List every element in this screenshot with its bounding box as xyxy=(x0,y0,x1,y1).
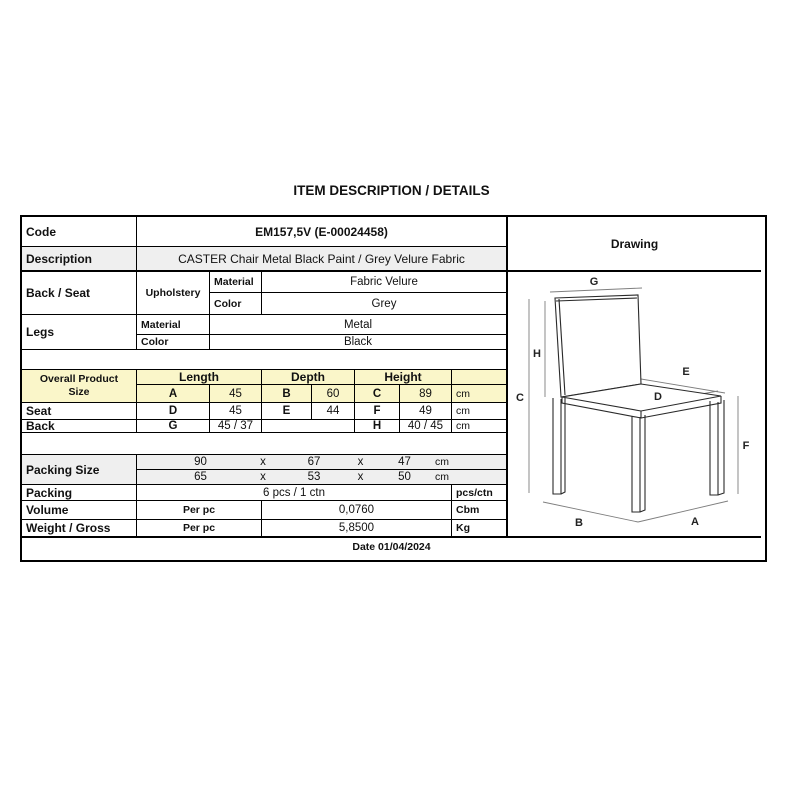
overall-length-key: A xyxy=(137,385,210,403)
legs-material-label: Material xyxy=(137,315,210,335)
back-seat-material-value: Fabric Velure xyxy=(262,272,508,293)
chair-backrest xyxy=(555,295,641,397)
dim-label-g: G xyxy=(589,276,599,288)
back-height-value: 40 / 45 xyxy=(400,420,452,433)
back-seat-color-label: Color xyxy=(210,293,262,315)
overall-depth-key: B xyxy=(262,385,312,403)
seat-depth-key: E xyxy=(262,403,312,420)
overall-size-label xyxy=(22,370,137,403)
upholstery-label: Upholstery xyxy=(137,272,210,315)
overall-height-key: C xyxy=(355,385,400,403)
volume-label: Volume xyxy=(22,501,137,520)
length-header: Length xyxy=(137,370,262,385)
dim-line-b xyxy=(543,502,638,522)
date-row: Date 01/04/2024 xyxy=(352,541,431,553)
seat-unit: cm xyxy=(452,403,508,420)
back-height-key: H xyxy=(355,420,400,433)
packing-value: 6 pcs / 1 ctn xyxy=(137,485,452,501)
seat-length-value: 45 xyxy=(210,403,262,420)
drawing-area xyxy=(508,272,761,538)
legs-material-value: Metal xyxy=(210,315,508,335)
packing-size-label: Packing Size xyxy=(22,455,137,485)
packing-x: x xyxy=(357,471,364,483)
packing-unit: cm xyxy=(435,471,449,483)
packing-x: x xyxy=(357,456,364,468)
seat-length-key: D xyxy=(137,403,210,420)
overall-height-value: 89 xyxy=(400,385,452,403)
dim-label-b: B xyxy=(575,517,583,529)
packing-dim: 90 xyxy=(194,456,207,468)
dim-label-e: E xyxy=(682,366,690,378)
packing-x: x xyxy=(260,456,266,468)
packing-unit-label: pcs/ctn xyxy=(452,485,508,501)
back-length-value: 45 / 37 xyxy=(210,420,262,433)
page-title: ITEM DESCRIPTION / DETAILS xyxy=(293,183,490,198)
packing-dim: 47 xyxy=(398,456,411,468)
packing-dim: 50 xyxy=(398,471,411,483)
drawing-header: Drawing xyxy=(508,217,761,272)
dim-line-a xyxy=(638,501,728,522)
volume-value: 0,0760 xyxy=(262,501,452,520)
code-label: Code xyxy=(22,217,137,247)
dim-line-g xyxy=(550,288,642,292)
description-label: Description xyxy=(22,247,137,272)
packing-unit: cm xyxy=(435,456,449,468)
packing-size-row xyxy=(137,455,508,470)
packing-dim: 67 xyxy=(307,456,321,468)
legs-color-label: Color xyxy=(137,335,210,350)
item-details-table xyxy=(20,215,767,562)
back-seat-material-label: Material xyxy=(210,272,262,293)
back-seat-label: Back / Seat xyxy=(22,272,137,315)
packing-size-row xyxy=(137,470,508,485)
packing-dim: 65 xyxy=(194,471,207,483)
overall-size-label-line2: Size xyxy=(68,386,90,398)
seat-row-label: Seat xyxy=(22,403,137,420)
seat-height-value: 49 xyxy=(400,403,452,420)
packing-label: Packing xyxy=(22,485,137,501)
back-seat-color-value: Grey xyxy=(262,293,508,315)
back-row-label: Back xyxy=(22,420,137,433)
depth-header: Depth xyxy=(262,370,355,385)
dim-label-f: F xyxy=(742,440,750,452)
chair-leg-right xyxy=(710,400,724,495)
dim-label-h: H xyxy=(533,348,541,360)
overall-size-label-line1: Overall Product xyxy=(39,372,119,385)
seat-depth-value: 44 xyxy=(312,403,355,420)
back-length-key: G xyxy=(137,420,210,433)
height-header: Height xyxy=(355,370,452,385)
overall-depth-value: 60 xyxy=(312,385,355,403)
chair-shape xyxy=(553,295,724,512)
dim-label-a: A xyxy=(691,516,699,528)
packing-dim: 53 xyxy=(307,471,321,483)
legs-color-value: Black xyxy=(210,335,508,350)
chair-leg-front xyxy=(632,415,645,512)
packing-x: x xyxy=(260,471,266,483)
code-value: EM157,5V (E-00024458) xyxy=(137,217,508,247)
weight-per-pc: Per pc xyxy=(137,520,262,538)
volume-unit: Cbm xyxy=(452,501,508,520)
back-depth-empty-cell xyxy=(262,420,355,433)
dim-label-d: D xyxy=(654,391,662,403)
weight-value: 5,8500 xyxy=(262,520,452,538)
description-value: CASTER Chair Metal Black Paint / Grey Velure Fabric xyxy=(137,247,508,272)
seat-height-key: F xyxy=(355,403,400,420)
overall-unit: cm xyxy=(452,385,508,403)
chair-drawing xyxy=(508,272,761,537)
volume-per-pc: Per pc xyxy=(137,501,262,520)
spacer-row xyxy=(22,433,508,455)
dim-label-c: C xyxy=(516,392,524,404)
size-header-empty-cell xyxy=(452,370,508,385)
chair-leg-back-left xyxy=(553,398,565,494)
legs-label: Legs xyxy=(22,315,137,350)
overall-length-value: 45 xyxy=(210,385,262,403)
weight-unit: Kg xyxy=(452,520,508,538)
spacer-row xyxy=(22,350,508,370)
weight-label: Weight / Gross xyxy=(22,520,137,538)
back-unit: cm xyxy=(452,420,508,433)
